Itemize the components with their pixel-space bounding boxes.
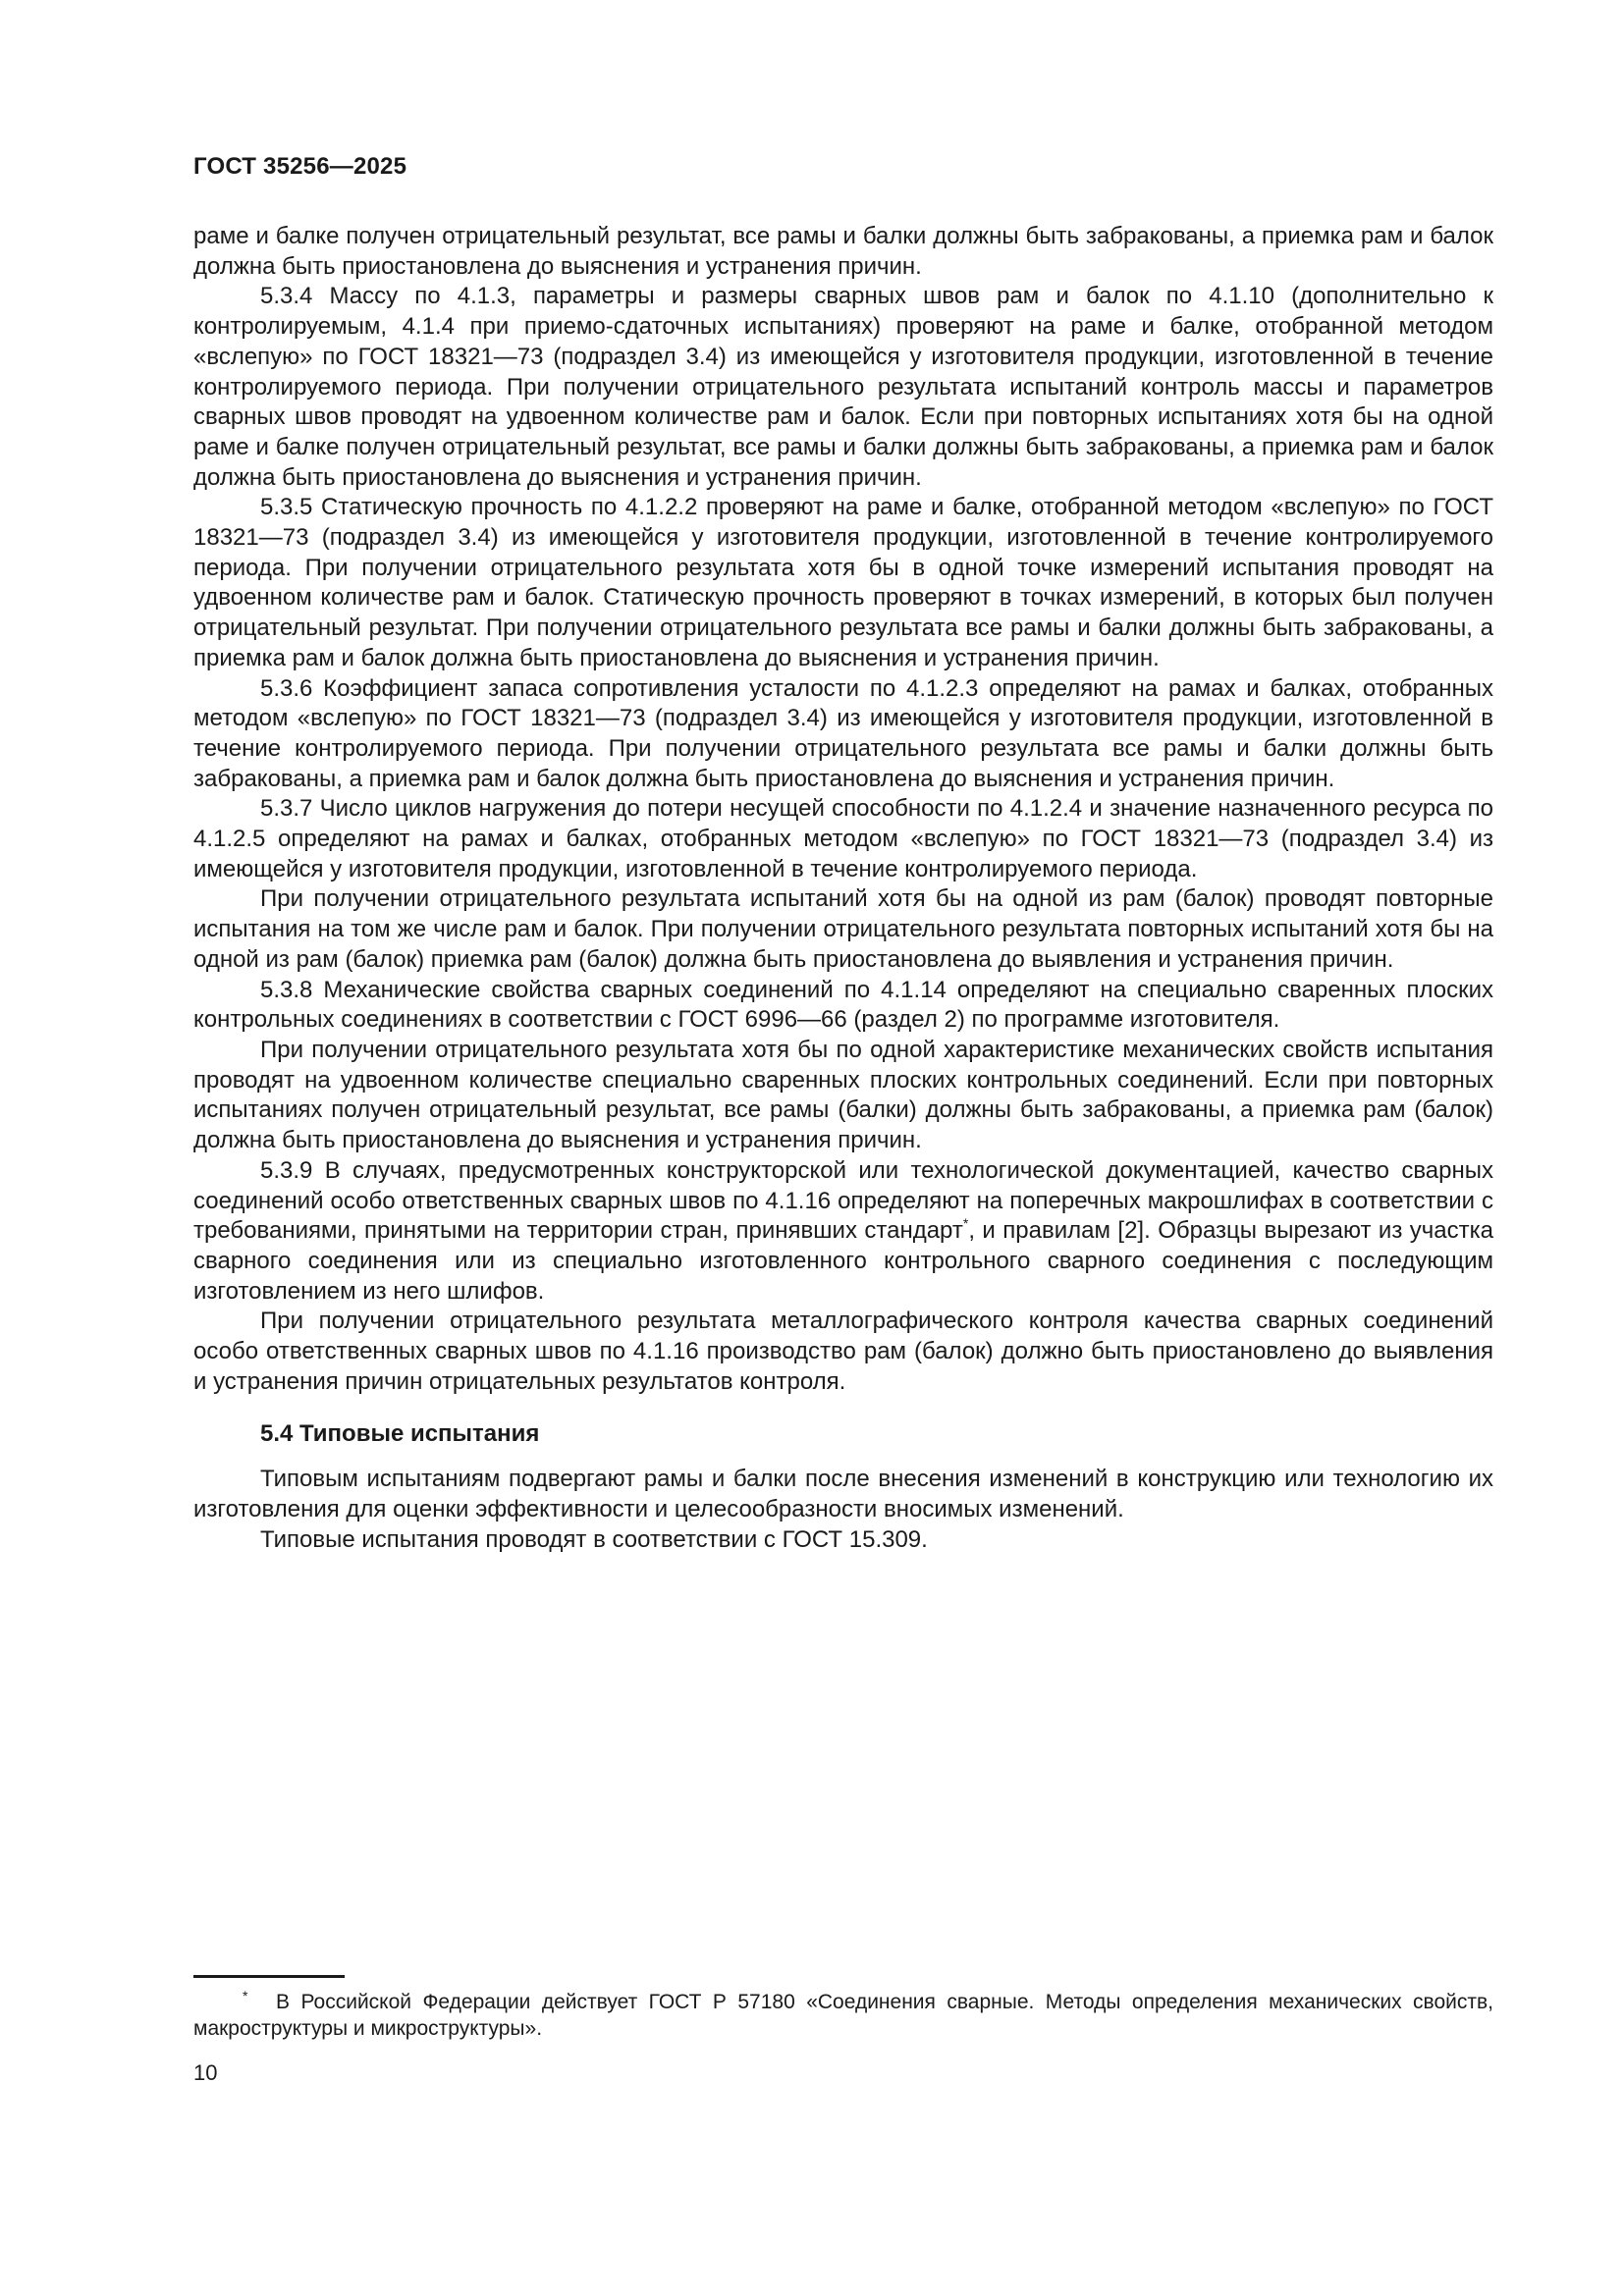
document-header: [193, 153, 406, 181]
footnote-reference: *: [962, 1215, 969, 1232]
paragraph-5-3-8: 5.3.8 Механические свойства сварных соединений по 4.1.14 определяют на специально сваренных плоских контрольных соединениях в соответствии с ГОСТ 6996—66 (раздел 2) по программе изготовителя.: [193, 976, 1493, 1034]
section-heading-5-4: 5.4 Типовые испытания: [260, 1420, 540, 1448]
paragraph-5-3-7-retest: При получении отрицательного результата испытаний хотя бы на одной из рам (балок) проводят повторные испытания на том же числе рам и балок. При получении отрицательного результата повторных испытаний хотя бы на одной из рам (балок) приемка рам (балок) должна быть приостановлена до выявления и устранения причин.: [193, 885, 1493, 973]
paragraph-5-3-9-text: 5.3.9 В случаях, предусмотренных конструкторской или технологической документацией, качество сварных соединений особо ответственных сварных швов по 4.1.16 определяют на поперечных макрошлифах в соответствии с требованиями, принятыми на территории стран, принявших стандарт: [193, 1156, 1493, 1245]
standard-code: ГОСТ 35256—2025: [193, 153, 407, 180]
body-text: [193, 222, 1493, 1556]
paragraph-5-4-scope: Типовым испытаниям подвергают рамы и балки после внесения изменений в конструкцию или технологию их изготовления для оценки эффективности и целесообразности вносимых изменений.: [193, 1466, 1493, 1523]
paragraph-5-4-standard: Типовые испытания проводят в соответствии с ГОСТ 15.309.: [260, 1525, 928, 1553]
paragraph-5-3-4: 5.3.4 Массу по 4.1.3, параметры и размеры сварных швов рам и балок по 4.1.10 (дополнительно к контролируемым, 4.1.4 при приемо-сдаточных испытаниях) проверяют на раме и балке, отобранной методом «вслепую» по ГОСТ 18321—73 (подраздел 3.4) из имеющейся у изготовителя продукции, изготовленной в течение контролируемого периода. При получении отрицательного результата испытаний контроль массы и параметров сварных швов проводят на удвоенном количестве рам и балок. Если при повторных испытаниях хотя бы на одной раме и балке получен отрицательный результат, все рамы и балки должны быть забракованы, а приемка рам и балок должна быть приостановлена до выяснения и устранения причин.: [193, 283, 1493, 491]
paragraph-5-3-5: 5.3.5 Статическую прочность по 4.1.2.2 проверяют на раме и балке, отобранной методом «вслепую» по ГОСТ 18321—73 (подраздел 3.4) из имеющейся у изготовителя продукции, изготовленной в течение контролируемого периода. При получении отрицательного результата хотя бы в одной точке измерений испытания проводят на удвоенном количестве рам и балок. Статическую прочность проверяют в точках измерений, в которых был получен отрицательный результат. При получении отрицательного результата все рамы и балки должны быть забракованы, а приемка рам и балок должна быть приостановлена до выяснения и устранения причин.: [193, 494, 1493, 671]
paragraph-continuation: раме и балке получен отрицательный результат, все рамы и балки должны быть забракованы, а приемка рам и балок должна быть приостановлена до выяснения и устранения причин.: [193, 223, 1493, 280]
footnote-divider: [193, 1975, 345, 1978]
page-number: 10: [193, 2060, 218, 2085]
paragraph-5-3-6: 5.3.6 Коэффициент запаса сопротивления усталости по 4.1.2.3 определяют на рамах и балках, отобранных методом «вслепую» по ГОСТ 18321—73 (подраздел 3.4) из имеющейся у изготовителя продукции, изготовленной в течение контролируемого периода. При получении отрицательного результата все рамы и балки должны быть забракованы, а приемка рам и балок должна быть приостановлена до выяснения и устранения причин.: [193, 674, 1493, 792]
paragraph-5-3-9-result: При получении отрицательного результата металлографического контроля качества сварных соединений особо ответственных сварных швов по 4.1.16 производство рам (балок) должно быть приостановлено до выявления и устранения причин отрицательных результатов контроля.: [193, 1308, 1493, 1395]
paragraph-5-3-9: [193, 1156, 1493, 1308]
paragraph-5-3-7: 5.3.7 Число циклов нагружения до потери несущей способности по 4.1.2.4 и значение назначенного ресурса по 4.1.2.5 определяют на рамах и балках, отобранных методом «вслепую» по ГОСТ 18321—73 (подраздел 3.4) из имеющейся у изготовителя продукции, изготовленной в течение контролируемого периода.: [193, 795, 1493, 882]
paragraph-5-3-9-text-end: , и правилам [2]. Образцы вырезают из участка сварного соединения или из специально изготовленного контрольного сварного соединения с последующим изготовлением из него шлифов.: [193, 1217, 1493, 1305]
footnote-text: В Российской Федерации действует ГОСТ Р 57180 «Соединения сварные. Методы определения механических свойств, макроструктуры и микроструктуры».: [193, 1991, 1493, 2040]
paragraph-5-3-8-retest: При получении отрицательного результата хотя бы по одной характеристике механических свойств испытания проводят на удвоенном количестве специально сваренных плоских контрольных соединений. Если при повторных испытаниях получен отрицательный результат, все рамы (балки) должны быть забракованы, а приемка рам (балок) должна быть приостановлена до выяснения и устранения причин.: [193, 1036, 1493, 1154]
footnote: * В Российской Федерации действует ГОСТ Р 57180 «Соединения сварные. Методы определения механических свойств, макроструктуры и микроструктуры».: [193, 1988, 1493, 2040]
